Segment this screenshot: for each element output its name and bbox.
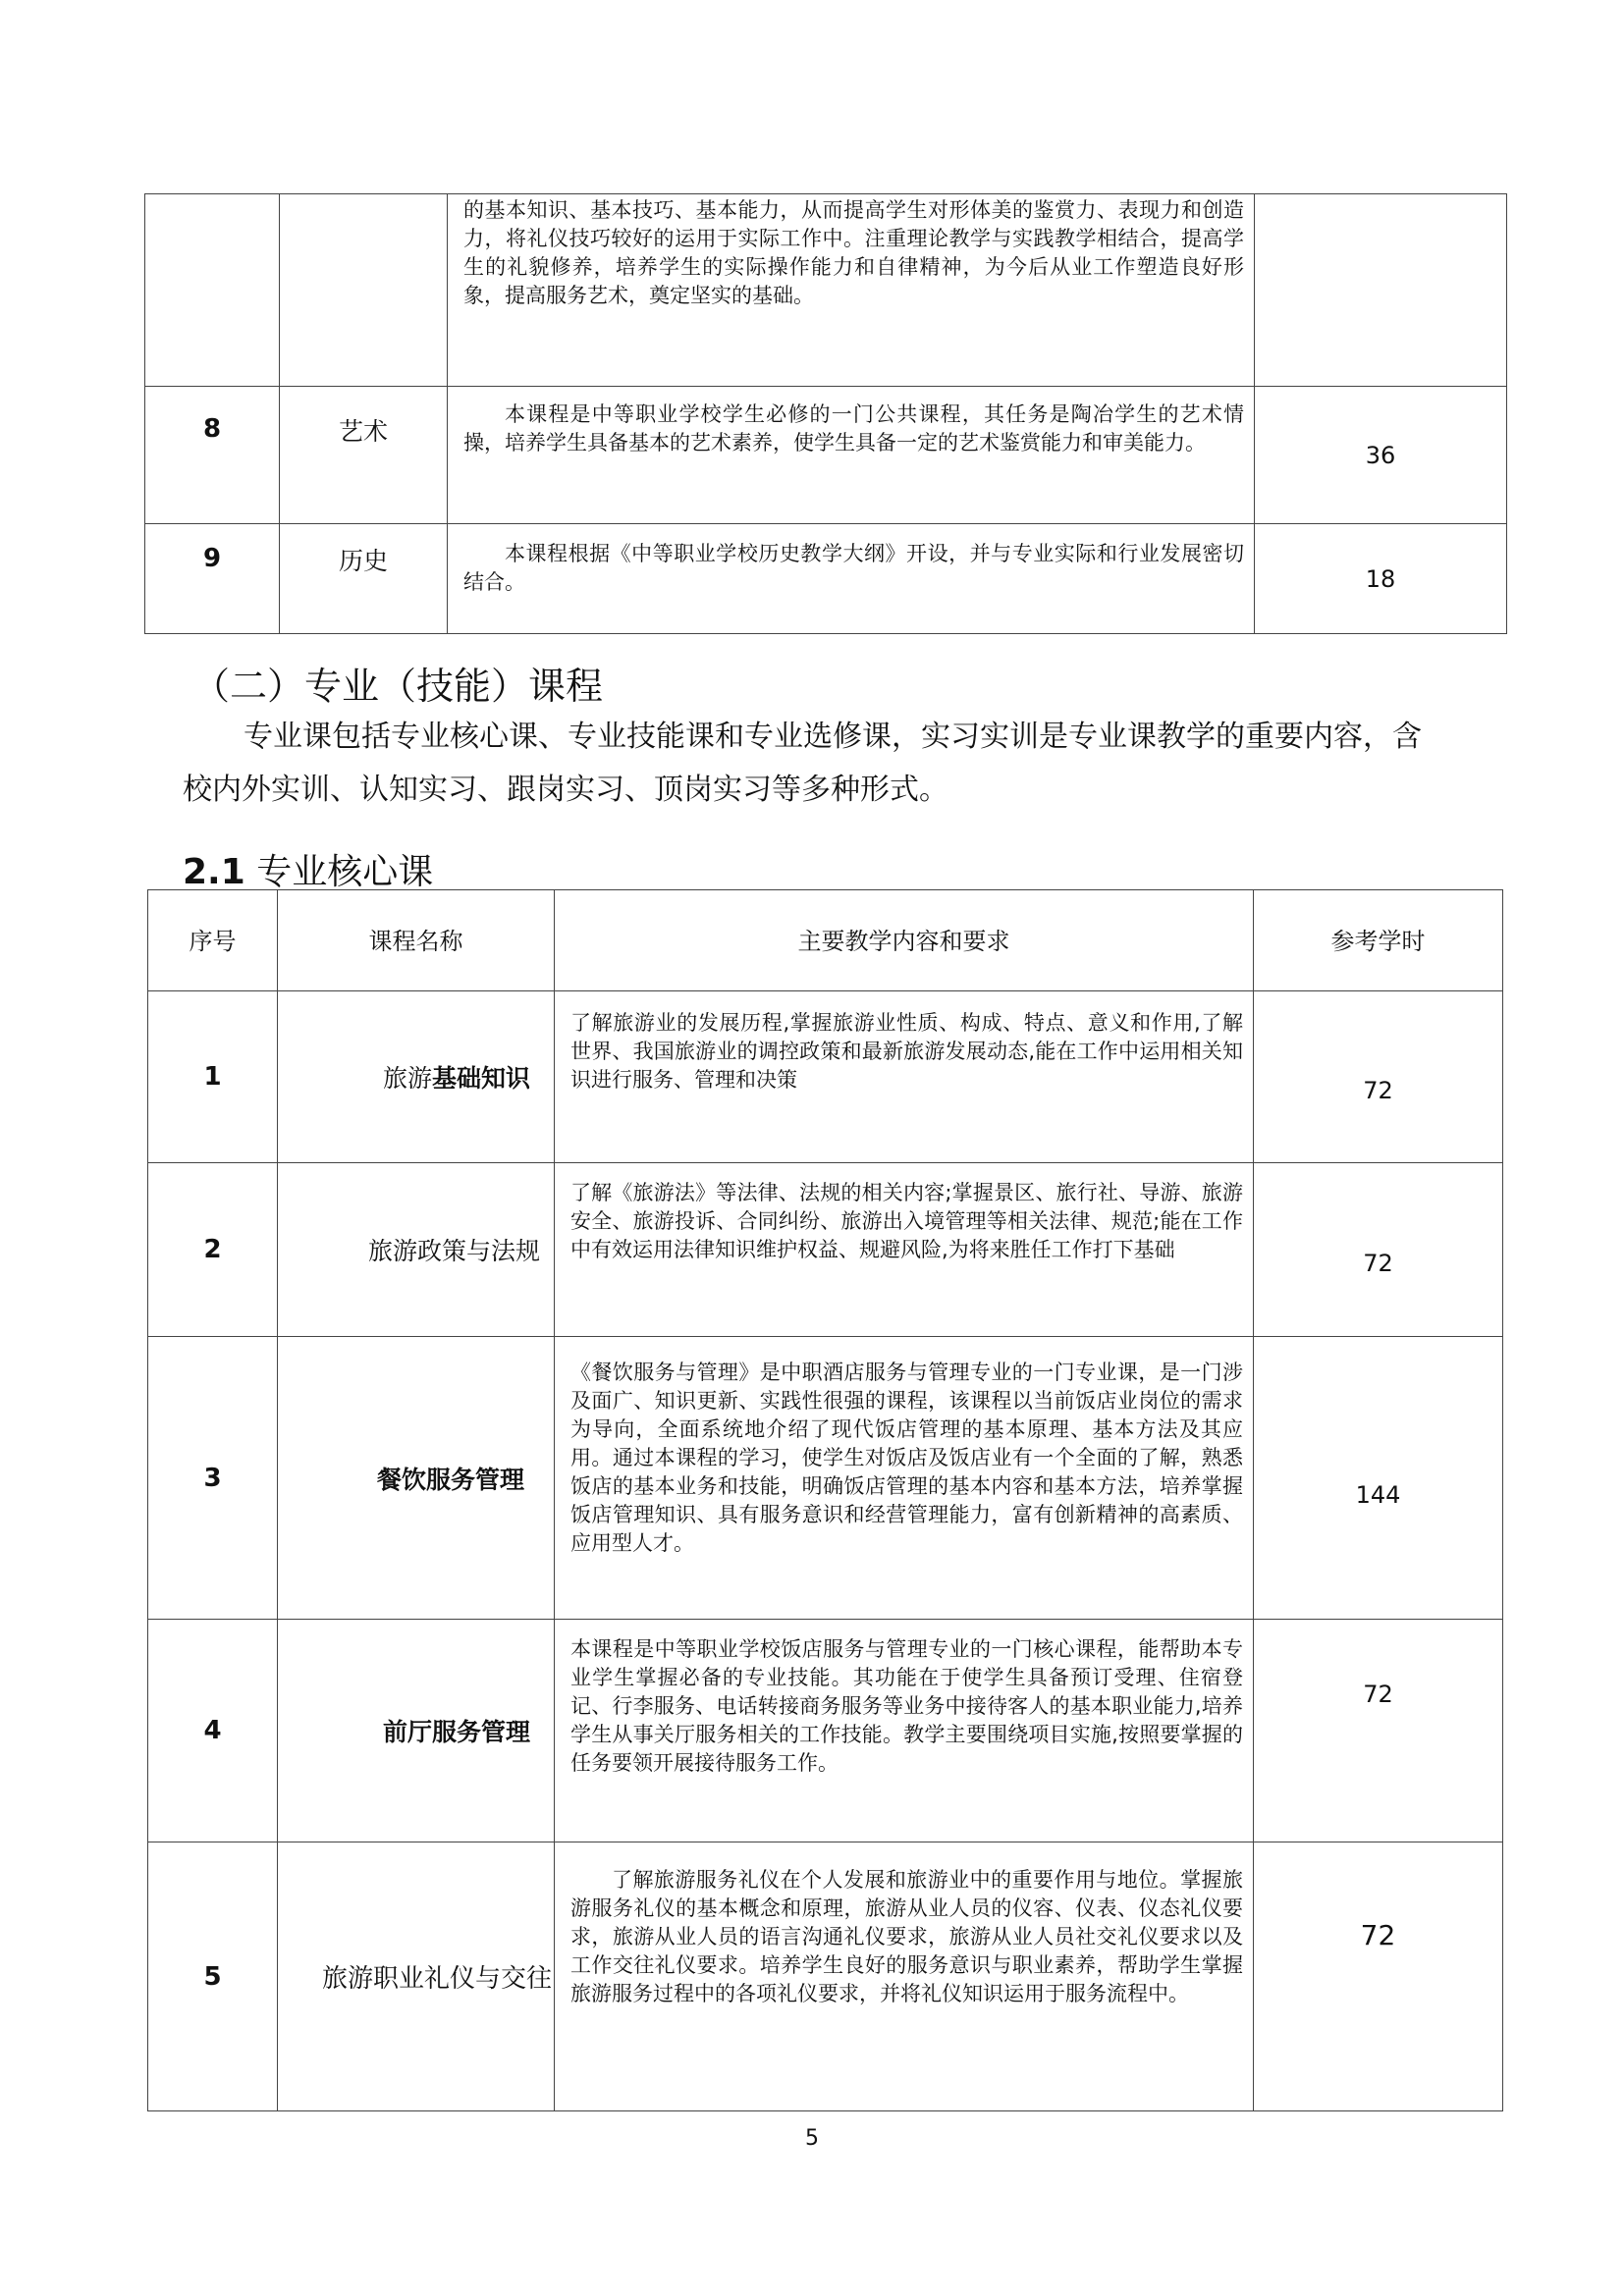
- course-hours: 18: [1255, 524, 1507, 634]
- row-number: 1: [148, 991, 278, 1163]
- course-description: 了解旅游服务礼仪在个人发展和旅游业中的重要作用与地位。掌握旅游服务礼仪的基本概念和原理，旅游从业人员的仪容、仪表、仪态礼仪要求，旅游从业人员的语言沟通礼仪要求，旅游从业人员社交礼仪要求以及工作交往礼仪要求。培养学生良好的服务意识与职业素养，帮助学生掌握旅游服务过程中的各项礼仪要求，并将礼仪知识运用于服务流程中。: [555, 1842, 1254, 2111]
- course-hours: 72: [1254, 1620, 1503, 1842]
- general-courses-table: [144, 193, 1507, 634]
- table-row: [148, 1842, 1503, 2111]
- course-name: 旅游政策与法规: [278, 1163, 555, 1337]
- table-row: [148, 1337, 1503, 1620]
- course-hours: 36: [1255, 387, 1507, 524]
- row-number: 4: [148, 1620, 278, 1842]
- header-name: 课程名称: [278, 890, 555, 991]
- course-hours: 144: [1254, 1337, 1503, 1620]
- subsection-title: [183, 844, 433, 894]
- course-name: 前厅服务管理: [278, 1620, 555, 1842]
- course-name: 旅游职业礼仪与交往: [278, 1842, 555, 2111]
- row-number: 3: [148, 1337, 278, 1620]
- course-description: 了解旅游业的发展历程,掌握旅游业性质、构成、特点、意义和作用,了解世界、我国旅游业的调控政策和最新旅游发展动态,能在工作中运用相关知识进行服务、管理和决策: [555, 991, 1254, 1163]
- subsection-label: 专业核心课: [256, 852, 434, 892]
- header-hours: 参考学时: [1254, 890, 1503, 991]
- table-row: [145, 524, 1507, 634]
- row-number: 2: [148, 1163, 278, 1337]
- row-number: 5: [148, 1842, 278, 2111]
- row-number: [145, 194, 280, 387]
- table-row: [148, 1620, 1503, 1842]
- course-hours: [1255, 194, 1507, 387]
- course-name: 历史: [280, 524, 448, 634]
- course-description: 了解《旅游法》等法律、法规的相关内容;掌握景区、旅行社、导游、旅游安全、旅游投诉、合同纠纷、旅游出入境管理等相关法律、规范;能在工作中有效运用法律知识维护权益、规避风险,为将来胜任工作打下基础: [555, 1163, 1254, 1337]
- table-header-row: [148, 890, 1503, 991]
- core-courses-table: [147, 889, 1503, 2111]
- subsection-number: 2.1: [183, 852, 245, 892]
- course-description: 本课程根据《中等职业学校历史教学大纲》开设，并与专业实际和行业发展密切结合。: [448, 524, 1255, 634]
- row-number: 8: [145, 387, 280, 524]
- course-hours: 72: [1254, 991, 1503, 1163]
- table-row: [145, 387, 1507, 524]
- header-num: 序号: [148, 890, 278, 991]
- course-name-bold-part: 基础知识: [431, 1064, 530, 1093]
- table-row: [148, 1163, 1503, 1337]
- table-row: [148, 991, 1503, 1163]
- course-description: 《餐饮服务与管理》是中职酒店服务与管理专业的一门专业课，是一门涉及面广、知识更新、实践性很强的课程，该课程以当前饭店业岗位的需求为导向，全面系统地介绍了现代饭店管理的基本原理、基本方法及其应用。通过本课程的学习，使学生对饭店及饭店业有一个全面的了解，熟悉饭店的基本业务和技能，明确饭店管理的基本内容和基本方法，培养掌握饭店管理知识、具有服务意识和经营管理能力，富有创新精神的高素质、应用型人才。: [555, 1337, 1254, 1620]
- page-number: 5: [805, 2126, 819, 2151]
- course-name: 艺术: [280, 387, 448, 524]
- table-row: [145, 194, 1507, 387]
- course-name-part: 旅游: [382, 1064, 432, 1093]
- section-title: （二）专业（技能）课程: [192, 665, 604, 708]
- header-desc: 主要教学内容和要求: [555, 890, 1254, 991]
- course-description: 本课程是中等职业学校学生必修的一门公共课程，其任务是陶冶学生的艺术情操，培养学生具备基本的艺术素养，使学生具备一定的艺术鉴赏能力和审美能力。: [448, 387, 1255, 524]
- course-hours: 72: [1254, 1163, 1503, 1337]
- course-name: [278, 991, 555, 1163]
- section-paragraph: 专业课包括专业核心课、专业技能课和专业选修课，实习实训是专业课教学的重要内容，含校内外实训、认知实习、跟岗实习、顶岗实习等多种形式。: [183, 720, 1422, 807]
- row-number: 9: [145, 524, 280, 634]
- course-description: 的基本知识、基本技巧、基本能力，从而提高学生对形体美的鉴赏力、表现力和创造力，将礼仪技巧较好的运用于实际工作中。注重理论教学与实践教学相结合，提高学生的礼貌修养，培养学生的实际操作能力和自律精神，为今后从业工作塑造良好形象，提高服务艺术，奠定坚实的基础。: [448, 194, 1255, 387]
- course-name: 餐饮服务管理: [278, 1337, 555, 1620]
- course-name: [280, 194, 448, 387]
- course-hours: 72: [1254, 1842, 1503, 2111]
- course-description: 本课程是中等职业学校饭店服务与管理专业的一门核心课程，能帮助本专业学生掌握必备的专业技能。其功能在于使学生具备预订受理、住宿登记、行李服务、电话转接商务服务等业务中接待客人的基本职业能力,培养学生从事关厅服务相关的工作技能。教学主要围绕项目实施,按照要掌握的任务要领开展接待服务工作。: [555, 1620, 1254, 1842]
